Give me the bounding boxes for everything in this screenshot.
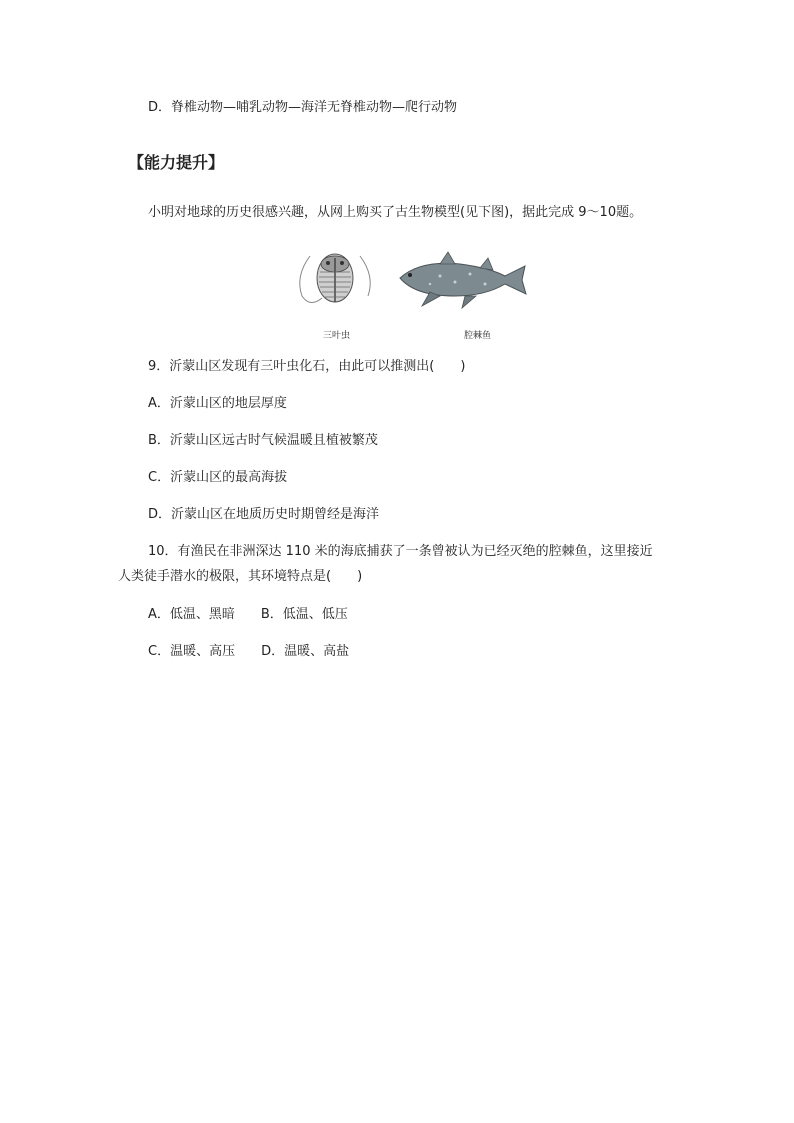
coelacanth-image — [400, 252, 526, 308]
section-title: 【能力提升】 — [128, 153, 225, 172]
trilobite-image — [300, 254, 370, 303]
intro-text: 小明对地球的历史很感兴趣，从网上购买了古生物模型(见下图)，据此完成 9～10题。 — [148, 205, 643, 220]
q10-options-row2: C．温暖、高压 D．温暖、高盐 — [148, 644, 350, 659]
q9-option-c: C．沂蒙山区的最高海拔 — [148, 470, 288, 485]
q10-stem-line2: 人类徒手潜水的极限，其环境特点是( ) — [118, 569, 363, 584]
q10-options-row1: A．低温、黑暗 B．低温、低压 — [148, 607, 348, 622]
q9-option-a: A．沂蒙山区的地层厚度 — [148, 396, 287, 411]
q9-option-b: B．沂蒙山区远古时气候温暖且植被繁茂 — [148, 433, 378, 448]
q9-stem: 9．沂蒙山区发现有三叶虫化石，由此可以推测出( ) — [148, 359, 466, 374]
q10-stem-line1: 10．有渔民在非洲深达 110 米的海底捕获了一条曾被认为已经灭绝的腔棘鱼，这里接近 — [148, 544, 653, 559]
q9-option-d: D．沂蒙山区在地质历史时期曾经是海洋 — [148, 507, 380, 522]
caption-coelacanth: 腔棘鱼 — [464, 331, 492, 341]
caption-trilobite: 三叶虫 — [323, 331, 351, 341]
previous-option-d: D．脊椎动物—哺乳动物—海洋无脊椎动物—爬行动物 — [148, 100, 458, 115]
fossil-illustration — [290, 246, 530, 326]
